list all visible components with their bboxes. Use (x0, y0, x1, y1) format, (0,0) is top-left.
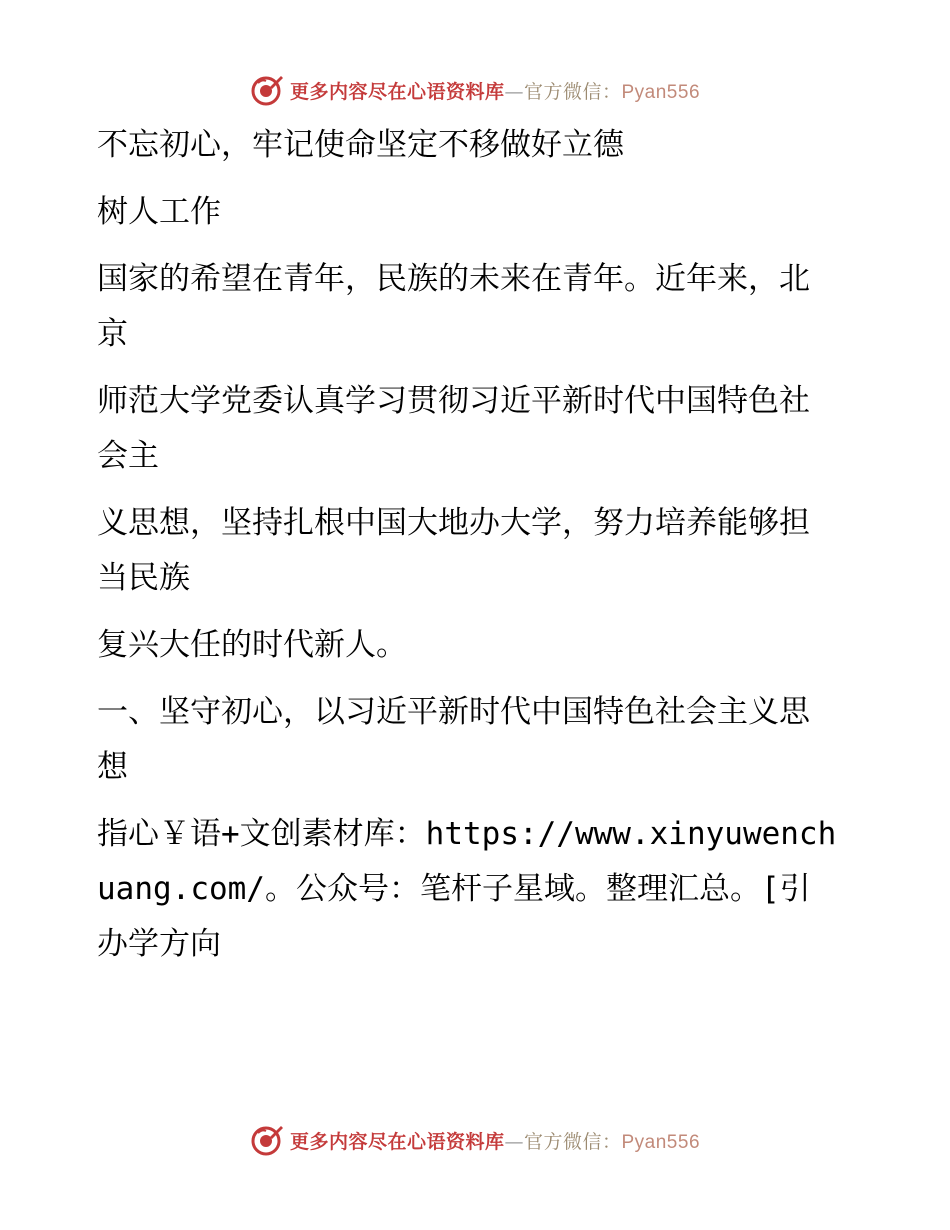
pen-logo-icon (250, 73, 284, 107)
paragraph-line: 一、坚守初心，以习近平新时代中国特色社会主义思想 (97, 694, 810, 785)
banner-wechat-label: 官方微信： (523, 80, 622, 103)
footer-banner (0, 1120, 950, 1160)
header-banner-text (290, 77, 700, 104)
banner-wechat-id: Pyan556 (621, 81, 701, 103)
paragraph-line: 指心￥语+文创素材库：https://www.xinyuwenchuang.com/。公众号：笔杆子星域。整理汇总。[引办学方向 (97, 816, 837, 962)
header-banner (0, 70, 950, 110)
banner-dash: — (504, 80, 524, 103)
paragraph-line: 国家的希望在青年，民族的未来在青年。近年来，北京 (97, 261, 810, 352)
footer-banner-text (290, 1127, 700, 1154)
footer-banner-content (250, 1123, 700, 1157)
banner-wechat-id: Pyan556 (621, 1131, 701, 1153)
banner-main-text: 更多内容尽在心语资料库 (289, 80, 505, 103)
paragraph-line: 师范大学党委认真学习贯彻习近平新时代中国特色社会主 (97, 383, 810, 474)
paragraph-line: 复兴大任的时代新人。 (97, 627, 407, 663)
pen-logo-icon (250, 1123, 284, 1157)
paragraph-line: 不忘初心，牢记使命坚定不移做好立德 (97, 127, 624, 163)
banner-main-text: 更多内容尽在心语资料库 (289, 1130, 505, 1153)
header-banner-content (250, 73, 700, 107)
banner-dash: — (504, 1130, 524, 1153)
document-body (97, 118, 837, 984)
banner-wechat-label: 官方微信： (523, 1130, 622, 1153)
paragraph-line: 树人工作 (97, 194, 221, 230)
paragraph-line: 义思想，坚持扎根中国大地办大学，努力培养能够担当民族 (97, 505, 810, 596)
